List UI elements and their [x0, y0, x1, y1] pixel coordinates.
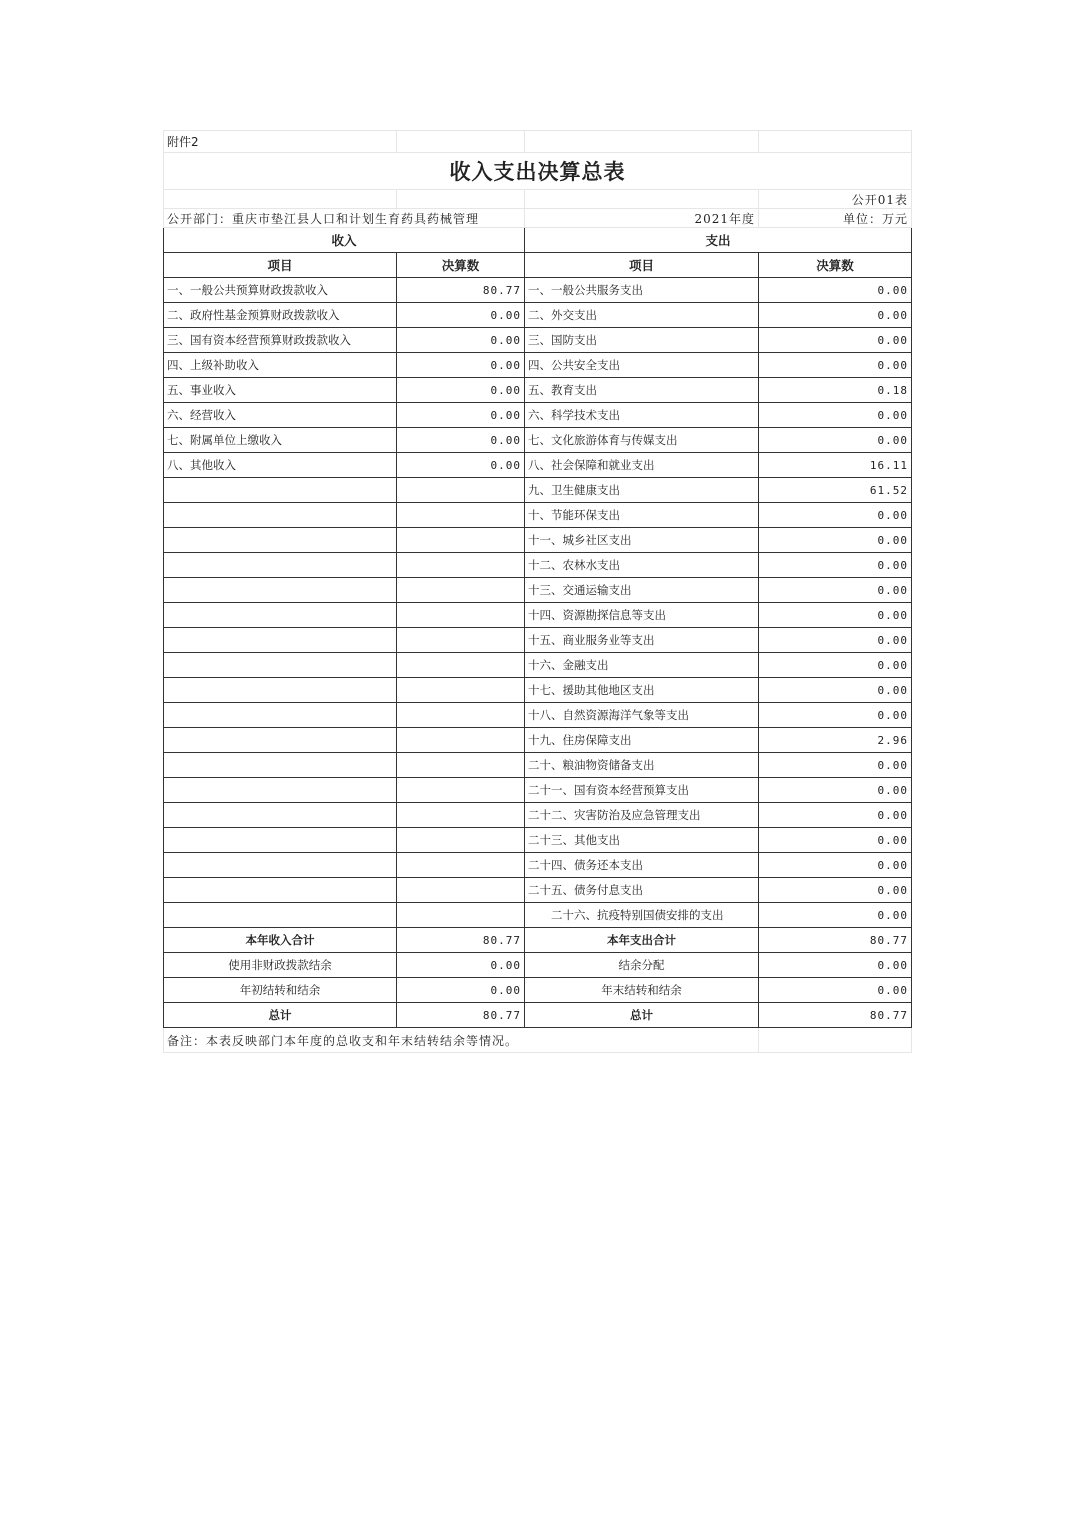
expense-item-label: 二十六、抗疫特别国债安排的支出 — [525, 903, 759, 928]
expense-item-label: 七、文化旅游体育与传媒支出 — [525, 428, 759, 453]
table-row — [164, 628, 912, 653]
table-row — [164, 578, 912, 603]
income-item-value: 0.00 — [397, 353, 525, 378]
expense-item-label: 六、科学技术支出 — [525, 403, 759, 428]
expense-item-label: 二十四、债务还本支出 — [525, 853, 759, 878]
summary-income-value: 0.00 — [397, 953, 525, 978]
table-row — [164, 828, 912, 853]
attachment-label: 附件2 — [164, 131, 397, 153]
spreadsheet — [163, 130, 911, 1053]
expense-item-value: 0.00 — [759, 278, 912, 303]
summary-expense-label: 年末结转和结余 — [525, 978, 759, 1003]
table-row — [164, 503, 912, 528]
expense-item-value: 0.00 — [759, 528, 912, 553]
table-row — [164, 903, 912, 928]
expense-item-label: 十九、住房保障支出 — [525, 728, 759, 753]
summary-row — [164, 978, 912, 1003]
table-row — [164, 403, 912, 428]
page-title: 收入支出决算总表 — [164, 153, 912, 190]
expense-item-label: 二十三、其他支出 — [525, 828, 759, 853]
expense-item-label: 十三、交通运输支出 — [525, 578, 759, 603]
expense-item-value: 0.00 — [759, 503, 912, 528]
table-row — [164, 803, 912, 828]
table-row — [164, 328, 912, 353]
summary-income-label: 总计 — [164, 1003, 397, 1028]
expense-item-value: 0.00 — [759, 678, 912, 703]
income-item-label: 八、其他收入 — [164, 453, 397, 478]
table-row — [164, 878, 912, 903]
income-item-label: 七、附属单位上缴收入 — [164, 428, 397, 453]
income-item-value: 80.77 — [397, 278, 525, 303]
note-row — [164, 1028, 912, 1053]
expense-item-header: 项目 — [525, 253, 759, 278]
column-header-row — [164, 253, 912, 278]
summary-income-label: 本年收入合计 — [164, 928, 397, 953]
table-row — [164, 553, 912, 578]
income-item-value: 0.00 — [397, 428, 525, 453]
income-item-label: 六、经营收入 — [164, 403, 397, 428]
expense-item-label: 十八、自然资源海洋气象等支出 — [525, 703, 759, 728]
expense-item-label: 二十、粮油物资储备支出 — [525, 753, 759, 778]
expense-item-value: 0.00 — [759, 753, 912, 778]
table-row — [164, 453, 912, 478]
budget-table — [163, 130, 912, 1053]
attachment-row — [164, 131, 912, 153]
expense-item-value: 2.96 — [759, 728, 912, 753]
expense-item-value: 0.00 — [759, 828, 912, 853]
table-row — [164, 753, 912, 778]
expense-item-value: 0.00 — [759, 303, 912, 328]
income-item-value: 0.00 — [397, 403, 525, 428]
income-item-value: 0.00 — [397, 453, 525, 478]
table-row — [164, 378, 912, 403]
expense-item-label: 十、节能环保支出 — [525, 503, 759, 528]
expense-section-header: 支出 — [525, 228, 912, 253]
table-row — [164, 478, 912, 503]
unit-label: 单位：万元 — [759, 209, 912, 228]
expense-item-label: 一、一般公共服务支出 — [525, 278, 759, 303]
expense-amount-header: 决算数 — [759, 253, 912, 278]
summary-expense-label: 本年支出合计 — [525, 928, 759, 953]
summary-expense-value: 0.00 — [759, 953, 912, 978]
income-section-header: 收入 — [164, 228, 525, 253]
title-row — [164, 153, 912, 190]
form-code-row — [164, 190, 912, 209]
summary-expense-value: 80.77 — [759, 928, 912, 953]
form-code: 公开01表 — [759, 190, 912, 209]
income-item-value: 0.00 — [397, 303, 525, 328]
income-item-value: 0.00 — [397, 328, 525, 353]
table-row — [164, 728, 912, 753]
expense-item-label: 八、社会保障和就业支出 — [525, 453, 759, 478]
footnote: 备注：本表反映部门本年度的总收支和年末结转结余等情况。 — [164, 1028, 759, 1053]
expense-item-label: 十二、农林水支出 — [525, 553, 759, 578]
expense-item-label: 九、卫生健康支出 — [525, 478, 759, 503]
summary-expense-label: 总计 — [525, 1003, 759, 1028]
expense-item-label: 十七、援助其他地区支出 — [525, 678, 759, 703]
expense-item-value: 61.52 — [759, 478, 912, 503]
income-item-label: 一、一般公共预算财政拨款收入 — [164, 278, 397, 303]
expense-item-value: 0.00 — [759, 653, 912, 678]
expense-item-value: 0.00 — [759, 578, 912, 603]
income-item-label: 五、事业收入 — [164, 378, 397, 403]
table-row — [164, 278, 912, 303]
table-row — [164, 603, 912, 628]
expense-item-value: 0.00 — [759, 878, 912, 903]
expense-item-value: 0.00 — [759, 903, 912, 928]
expense-item-label: 二十一、国有资本经营预算支出 — [525, 778, 759, 803]
expense-item-label: 二、外交支出 — [525, 303, 759, 328]
income-item-label: 二、政府性基金预算财政拨款收入 — [164, 303, 397, 328]
table-row — [164, 778, 912, 803]
expense-item-label: 十五、商业服务业等支出 — [525, 628, 759, 653]
summary-row — [164, 1003, 912, 1028]
summary-expense-value: 80.77 — [759, 1003, 912, 1028]
expense-item-value: 0.00 — [759, 553, 912, 578]
expense-item-value: 0.00 — [759, 428, 912, 453]
expense-item-label: 二十二、灾害防治及应急管理支出 — [525, 803, 759, 828]
expense-item-value: 0.00 — [759, 328, 912, 353]
expense-item-value: 0.00 — [759, 703, 912, 728]
meta-row — [164, 209, 912, 228]
summary-income-value: 0.00 — [397, 978, 525, 1003]
expense-item-label: 二十五、债务付息支出 — [525, 878, 759, 903]
income-item-label: 三、国有资本经营预算财政拨款收入 — [164, 328, 397, 353]
expense-item-value: 0.00 — [759, 803, 912, 828]
section-header-row — [164, 228, 912, 253]
expense-item-label: 十四、资源勘探信息等支出 — [525, 603, 759, 628]
expense-item-value: 0.00 — [759, 403, 912, 428]
expense-item-value: 0.18 — [759, 378, 912, 403]
expense-item-value: 0.00 — [759, 353, 912, 378]
year-label: 2021年度 — [525, 209, 759, 228]
summary-expense-value: 0.00 — [759, 978, 912, 1003]
expense-item-label: 三、国防支出 — [525, 328, 759, 353]
summary-income-value: 80.77 — [397, 1003, 525, 1028]
expense-item-label: 十一、城乡社区支出 — [525, 528, 759, 553]
expense-item-value: 16.11 — [759, 453, 912, 478]
table-row — [164, 853, 912, 878]
summary-income-value: 80.77 — [397, 928, 525, 953]
expense-item-label: 五、教育支出 — [525, 378, 759, 403]
expense-item-value: 0.00 — [759, 853, 912, 878]
table-row — [164, 678, 912, 703]
table-row — [164, 353, 912, 378]
expense-item-value: 0.00 — [759, 603, 912, 628]
summary-row — [164, 928, 912, 953]
expense-item-value: 0.00 — [759, 778, 912, 803]
table-row — [164, 528, 912, 553]
table-row — [164, 428, 912, 453]
expense-item-value: 0.00 — [759, 628, 912, 653]
expense-item-label: 四、公共安全支出 — [525, 353, 759, 378]
summary-income-label: 年初结转和结余 — [164, 978, 397, 1003]
summary-expense-label: 结余分配 — [525, 953, 759, 978]
income-item-header: 项目 — [164, 253, 397, 278]
table-row — [164, 303, 912, 328]
table-row — [164, 703, 912, 728]
department-label: 公开部门：重庆市垫江县人口和计划生育药具药械管理 — [164, 209, 525, 228]
summary-income-label: 使用非财政拨款结余 — [164, 953, 397, 978]
summary-row — [164, 953, 912, 978]
income-item-label: 四、上级补助收入 — [164, 353, 397, 378]
income-amount-header: 决算数 — [397, 253, 525, 278]
table-row — [164, 653, 912, 678]
expense-item-label: 十六、金融支出 — [525, 653, 759, 678]
income-item-value: 0.00 — [397, 378, 525, 403]
